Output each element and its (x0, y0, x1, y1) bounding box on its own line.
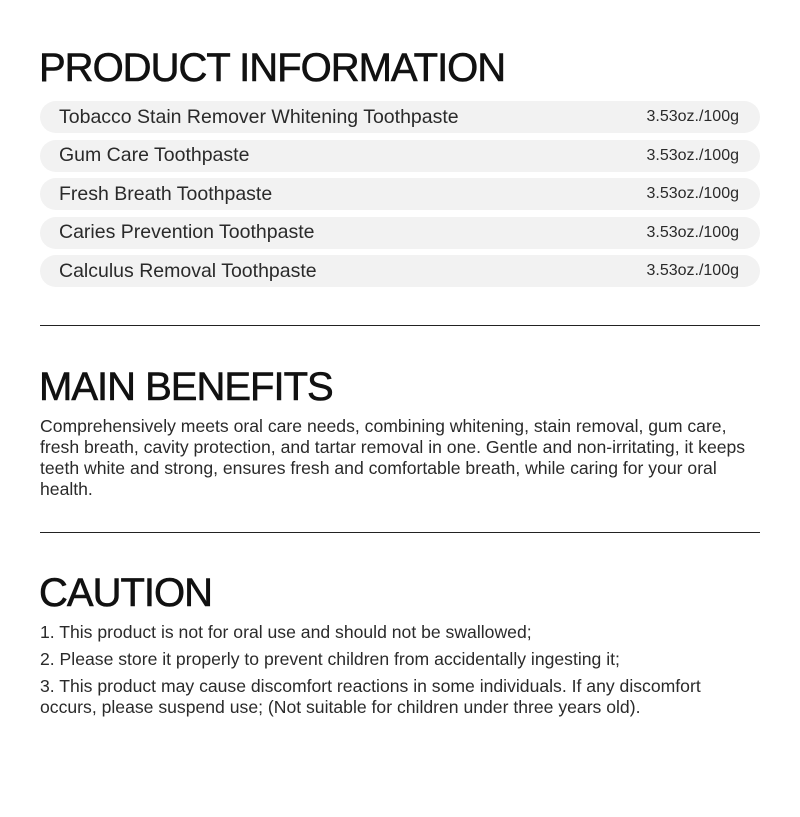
caution-item: 3. This product may cause discomfort reactions in some individuals. If any discomfort occurs, please suspend use; (Not suitable for children under three years old). (40, 676, 701, 717)
product-name: Caries Prevention Toothpaste (59, 221, 315, 243)
main-benefits-title: MAIN BENEFITS (39, 365, 333, 409)
section-divider (40, 532, 760, 533)
caution-list (40, 622, 760, 724)
product-name: Fresh Breath Toothpaste (59, 182, 273, 205)
product-row (40, 140, 760, 172)
product-information-title: PRODUCT INFORMATION (39, 46, 506, 90)
product-size: 3.53oz./100g (646, 108, 739, 125)
caution-title: CAUTION (39, 571, 212, 615)
caution-item: 2. Please store it properly to prevent children from accidentally ingesting it; (40, 649, 620, 669)
main-benefits-text: Comprehensively meets oral care needs, combining whitening, stain removal, gum care, fresh breath, cavity protection, and tartar removal in one. Gentle and non-irritating, it keeps teeth white and strong, ensures fresh and comfortable breath, while caring for your oral health. (40, 416, 746, 499)
product-name: Gum Care Toothpaste (59, 144, 250, 166)
product-size: 3.53oz./100g (646, 185, 739, 202)
product-list (40, 101, 760, 294)
product-row (40, 217, 760, 249)
product-row (40, 101, 760, 133)
product-row (40, 255, 760, 287)
product-name: Tobacco Stain Remover Whitening Toothpaste (59, 105, 459, 128)
product-size: 3.53oz./100g (646, 146, 739, 164)
product-name: Calculus Removal Toothpaste (59, 259, 317, 282)
caution-item: 1. This product is not for oral use and should not be swallowed; (40, 622, 532, 642)
section-divider (40, 325, 760, 326)
product-row (40, 178, 760, 210)
product-size: 3.53oz./100g (646, 262, 739, 279)
product-size: 3.53oz./100g (646, 223, 739, 241)
